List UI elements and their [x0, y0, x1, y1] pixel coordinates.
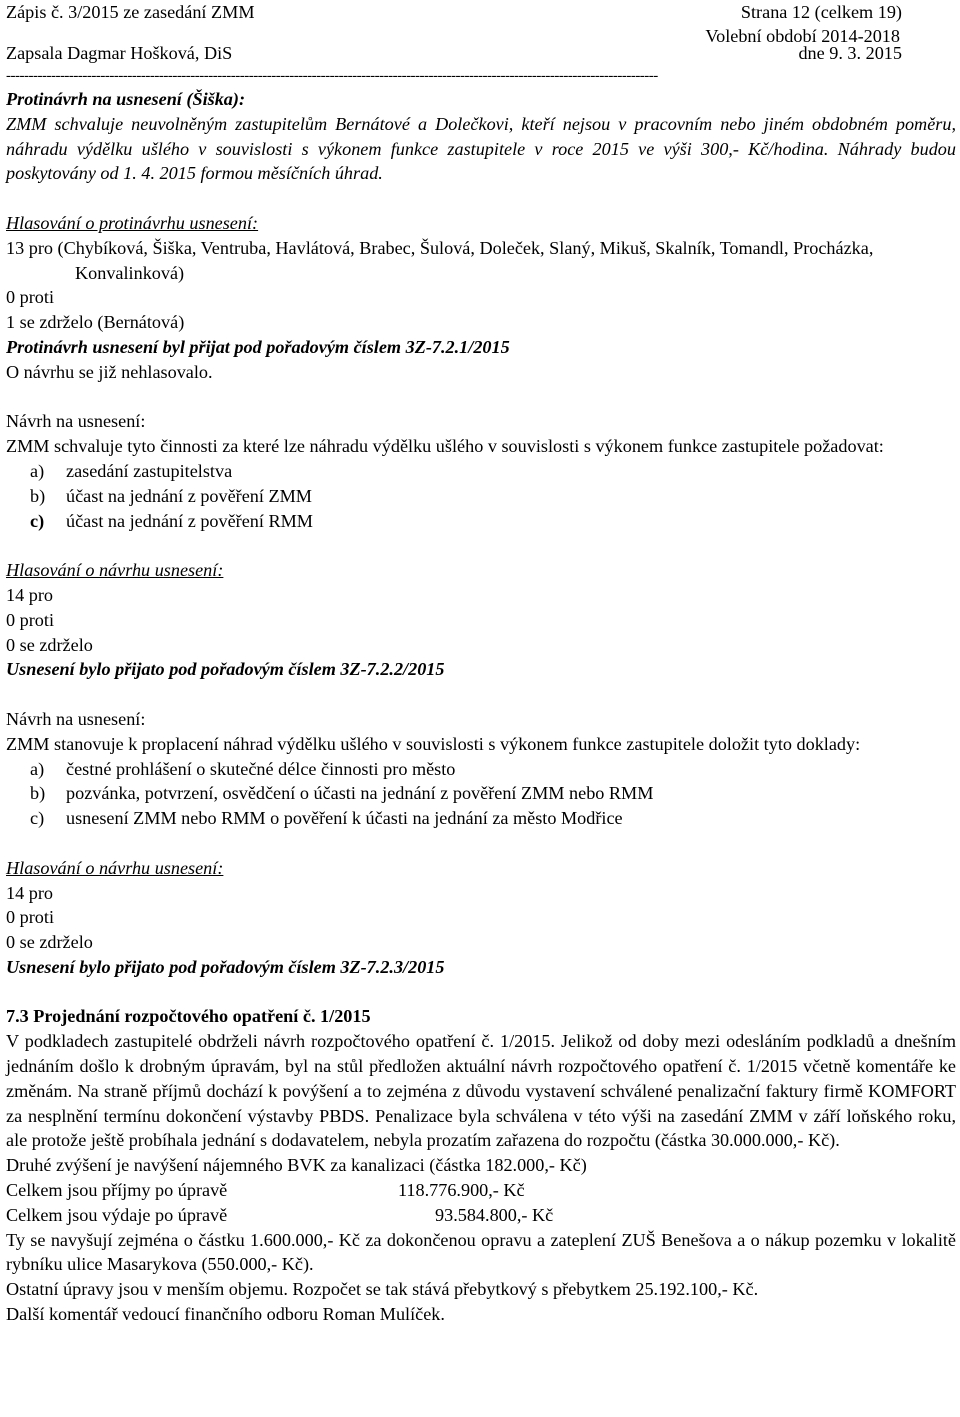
list-text: účast na jednání z pověření RMM — [66, 510, 313, 531]
vote-abstain-2: 0 se zdrželo — [6, 634, 93, 655]
header-row-1 — [6, 0, 956, 24]
vote-against-2: 0 proti — [6, 609, 54, 630]
result-2: Usnesení bylo přijato pod pořadovým číslem 3Z-7.2.2/2015 — [6, 659, 445, 680]
vote-for-3: 14 pro — [6, 882, 53, 903]
list-text: účast na jednání z pověření ZMM — [66, 485, 312, 506]
budget-paragraph-3: Ty se navyšují zejména o částku 1.600.000,- Kč za dokončenou opravu a zateplení ZUŠ Benešova a o nákup pozemku v lokalitě rybníku ulice Masarykova (550.000,- Kč). — [6, 1229, 956, 1275]
list-text: pozvánka, potvrzení, osvědčení o účasti na jednání z pověření ZMM nebo RMM — [66, 783, 654, 804]
document-page — [6, 0, 956, 1327]
list-item — [6, 757, 956, 782]
vote-abstain-1: 1 se zdrželo (Bernátová) — [6, 312, 185, 333]
vote-heading-3: Hlasování o návrhu usnesení: — [6, 857, 224, 878]
proposal-text-2: ZMM schvaluje tyto činnosti za které lze náhradu výdělku ušlého v souvislosti s výkonem funkce zastupitele požadovat: — [6, 436, 884, 457]
vote-abstain-3: 0 se zdrželo — [6, 932, 93, 953]
list-marker: b) — [30, 783, 46, 804]
vote-against-3: 0 proti — [6, 907, 54, 928]
vote-heading-1: Hlasování o protinávrhu usnesení: — [6, 212, 259, 233]
counterproposal-heading: Protinávrh na usnesení (Šiška): — [6, 89, 246, 109]
expense-label: Celkem jsou výdaje po úpravě — [6, 1204, 228, 1225]
list-marker: a) — [30, 460, 45, 481]
header-rule: ------------------------------------------------------------------------------------------------------------------------------------------------- — [6, 68, 658, 84]
list-text: čestné prohlášení o skutečné délce činnosti pro město — [66, 758, 456, 779]
list-item — [6, 459, 956, 484]
note-1: O návrhu se již nehlasovalo. — [6, 361, 213, 382]
expense-row — [6, 1203, 956, 1228]
list-marker: b) — [30, 485, 46, 506]
vote-against-1: 0 proti — [6, 287, 54, 308]
section-heading-7-3: 7.3 Projednání rozpočtového opatření č. 1/2015 — [6, 1006, 371, 1027]
header-row-3 — [6, 41, 956, 65]
list-marker: c) — [30, 808, 45, 829]
list-item — [6, 509, 956, 534]
list-text: usnesení ZMM nebo RMM o pověření k účasti na jednání za město Modřice — [66, 808, 623, 829]
doc-title: Zápis č. 3/2015 ze zasedání ZMM — [6, 2, 255, 22]
budget-paragraph-4: Ostatní úpravy jsou v menším objemu. Rozpočet se tak stává přebytkový s přebytkem 25.192.100,- Kč. — [6, 1279, 759, 1300]
income-value: 118.776.900,- Kč — [398, 1180, 525, 1201]
income-row — [6, 1178, 956, 1203]
list-marker: c) — [30, 510, 45, 531]
proposal-heading-2: Návrh na usnesení: — [6, 411, 146, 432]
list-item — [6, 484, 956, 509]
proposal-heading-3: Návrh na usnesení: — [6, 708, 146, 729]
budget-paragraph-1: V podkladech zastupitelé obdrželi návrh rozpočtového opatření č. 1/2015. Jelikož od doby mezi odesláním podkladů a dnešním jednáním došlo k drobným úpravám, byl na stůl předložen aktuální návrh rozpočtového opatření č. 1/2015 včetně komentáře ke změnám. Na straně příjmů dochází k povýšení a to zejména z důvodu vystavení schválené penalizační faktury firmě KOMFORT za nesplnění termínu dokončení výstavby PBDS. Penalizace byla schválena v této výši na zasedání ZMM v září loňského roku, ale protože ještě probíhala jednání s dodavatelem, nebyla prozatím zařazena do rozpočtu (částka 30.000.000,- Kč). — [6, 1031, 956, 1151]
proposal-text-3: ZMM stanovuje k proplacení náhrad výdělku ušlého v souvislosti s výkonem funkce zastupitele doložit tyto doklady: — [6, 733, 861, 754]
expense-value: 93.584.800,- Kč — [435, 1204, 554, 1225]
list-marker: a) — [30, 758, 45, 779]
list-item — [6, 806, 956, 831]
term: Volební období 2014-2018 — [705, 26, 900, 46]
budget-paragraph-2: Druhé zvýšení je navýšení nájemného BVK za kanalizaci (částka 182.000,- Kč) — [6, 1155, 587, 1176]
income-label: Celkem jsou příjmy po úpravě — [6, 1180, 228, 1201]
vote-for-2: 14 pro — [6, 584, 53, 605]
counterproposal-text: ZMM schvaluje neuvolněným zastupitelům Bernátové a Dolečkovi, kteří nejsou v pracovním nebo jiném obdobném poměru, náhradu výdělku ušlého v souvislosti s výkonem funkce zastupitele v roce 2015 ve výši 300,- Kč/hodina. Náhrady budou poskytovány od 1. 4. 2015 formou měsíčních úhrad. — [6, 113, 956, 184]
budget-paragraph-5: Další komentář vedoucí finančního odboru Roman Mulíček. — [6, 1304, 445, 1325]
page-number: Strana 12 (celkem 19) — [740, 2, 902, 22]
vote-heading-2: Hlasování o návrhu usnesení: — [6, 560, 224, 581]
list-item — [6, 781, 956, 806]
result-1: Protinávrh usnesení byl přijat pod pořadovým číslem 3Z-7.2.1/2015 — [6, 336, 510, 357]
list-text: zasedání zastupitelstva — [66, 460, 233, 481]
vote-for-1: 13 pro (Chybíková, Šiška, Ventruba, Havlátová, Brabec, Šulová, Doleček, Slaný, Mikuš, Skalník, Tomandl, Procházka, Konvalinková) — [6, 237, 874, 283]
author: Zapsala Dagmar Hošková, DiS — [6, 43, 233, 63]
meeting-date: dne 9. 3. 2015 — [798, 43, 902, 63]
result-3: Usnesení bylo přijato pod pořadovým číslem 3Z-7.2.3/2015 — [6, 956, 445, 977]
